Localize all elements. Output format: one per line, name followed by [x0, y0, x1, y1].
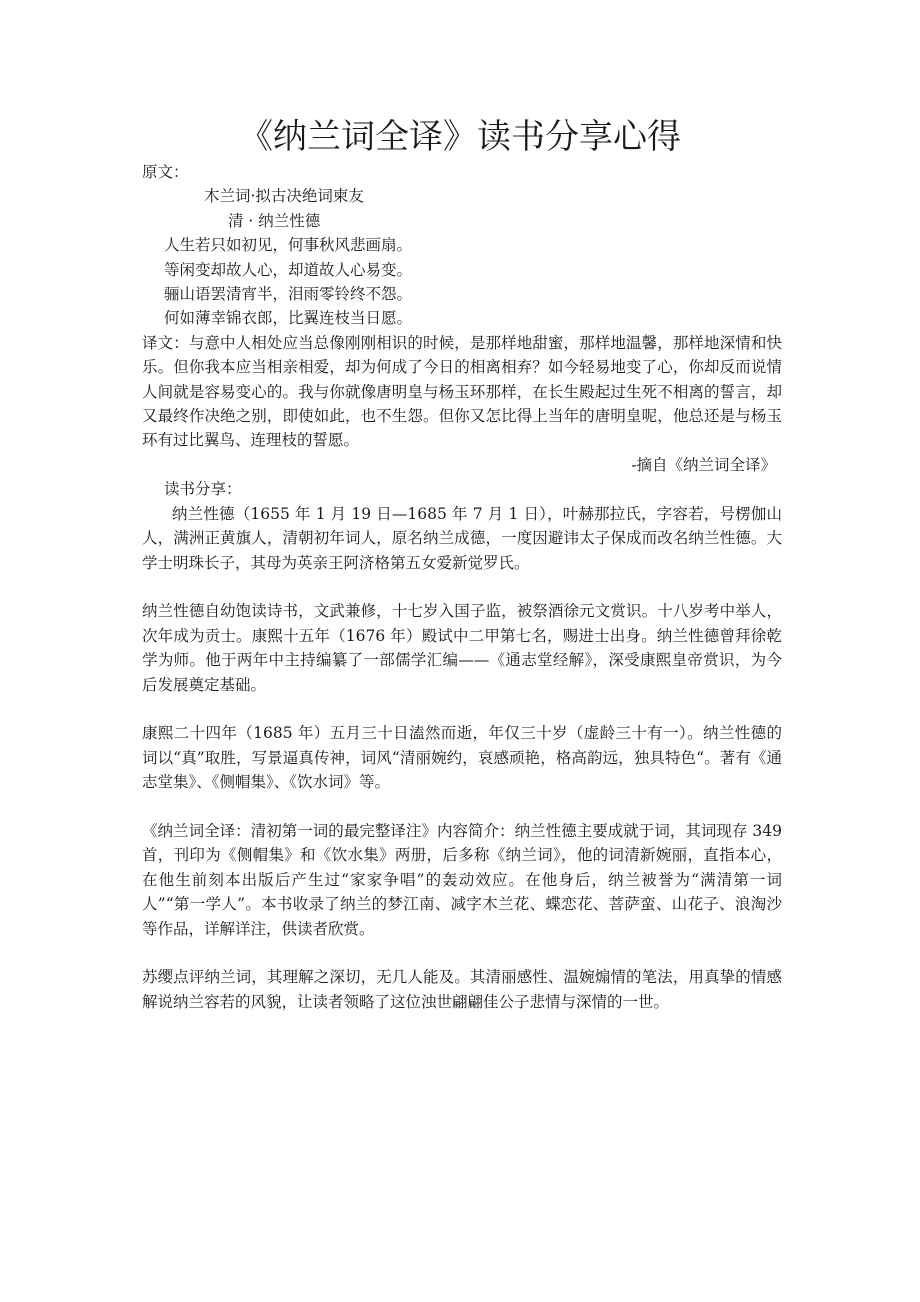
poem-line: 人生若只如初见，何事秋风悲画扇。 — [164, 236, 413, 255]
poem-line: 何如薄幸锦衣郎，比翼连枝当日愿。 — [164, 309, 413, 328]
document-title: 《纳兰词全译》读书分享心得 — [239, 117, 681, 157]
paragraph-gap — [142, 697, 782, 721]
document-body — [142, 160, 782, 1014]
body-paragraph: 康熙二十四年（1685 年）五月三十日溘然而逝，年仅三十岁（虚龄三十有一）。纳兰性德的词以“真”取胜，写景逼真传神，词风“清丽婉约，哀感顽艳，格高韵远，独具特色“。著有《通志堂集》、《侧帽集》、《饮水词》等。 — [142, 724, 782, 792]
poem-title: 木兰词·拟古决绝词柬友 — [204, 187, 364, 206]
poem-line: 等闲变却故人心，却道故人心易变。 — [164, 260, 413, 279]
paragraph-gap — [142, 575, 782, 599]
paragraph-gap — [142, 941, 782, 965]
body-paragraph: 苏缨点评纳兰词，其理解之深切，无几人能及。其清丽感性、温婉煽情的笔法，用真挚的情感解说纳兰容若的风貌，让读者领略了这位浊世翩翩佳公子悲情与深情的一世。 — [142, 968, 782, 1011]
paragraph-gap — [142, 795, 782, 819]
poem-author: 清 · 纳兰性德 — [228, 211, 321, 230]
share-label: 读书分享： — [164, 480, 242, 499]
poem-line: 骊山语罢清宵半，泪雨零铃终不怨。 — [164, 285, 413, 304]
body-paragraph: 纳兰性德（1655 年 1 月 19 日—1685 年 7 月 1 日），叶赫那拉氏，字容若，号楞伽山人，满洲正黄旗人，清朝初年词人，原名纳兰成德，一度因避讳太子保成而改名纳兰性德。大学士明珠长子，其母为英亲王阿济格第五女爱新觉罗氏。 — [142, 504, 782, 572]
body-paragraph: 纳兰性德自幼饱读诗书，文武兼修，十七岁入国子监，被祭酒徐元文赏识。十八岁考中举人，次年成为贡士。康熙十五年（1676 年）殿试中二甲第七名，赐进士出身。纳兰性德曾拜徐乾学为师。他于两年中主持编纂了一部儒学汇编——《通志堂经解》，深受康熙皇帝赏识，为今后发展奠定基础。 — [142, 602, 782, 694]
translation-paragraph: 译文：与意中人相处应当总像刚刚相识的时候，是那样地甜蜜，那样地温馨，那样地深情和快乐。但你我本应当相亲相爱，却为何成了今日的相离相弃？如今轻易地变了心，你却反而说情人间就是容易变心的。我与你就像唐明皇与杨玉环那样，在长生殿起过生死不相离的誓言，却又最终作决绝之别，即使如此，也不生怨。但你又怎比得上当年的唐明皇呢，他总还是与杨玉环有过比翼鸟、连理枝的誓愿。 — [142, 333, 782, 450]
body-paragraph: 《纳兰词全译：清初第一词的最完整译注》内容简介：纳兰性德主要成就于词，其词现存 349 首，刊印为《侧帽集》和《饮水集》两册，后多称《纳兰词》，他的词清新婉丽，直指本心，在他生前刻本出版后产生过“家家争唱”的轰动效应。在他身后，纳兰被誉为“满清第一词人”“第一学人”。本书收录了纳兰的梦江南、减字木兰花、蝶恋花、菩萨蛮、山花子、浪淘沙等作品，详解详注，供读者欣赏。 — [142, 821, 782, 938]
original-label: 原文： — [142, 163, 189, 181]
source-attribution: -摘自《纳兰词全译》 — [631, 455, 776, 474]
